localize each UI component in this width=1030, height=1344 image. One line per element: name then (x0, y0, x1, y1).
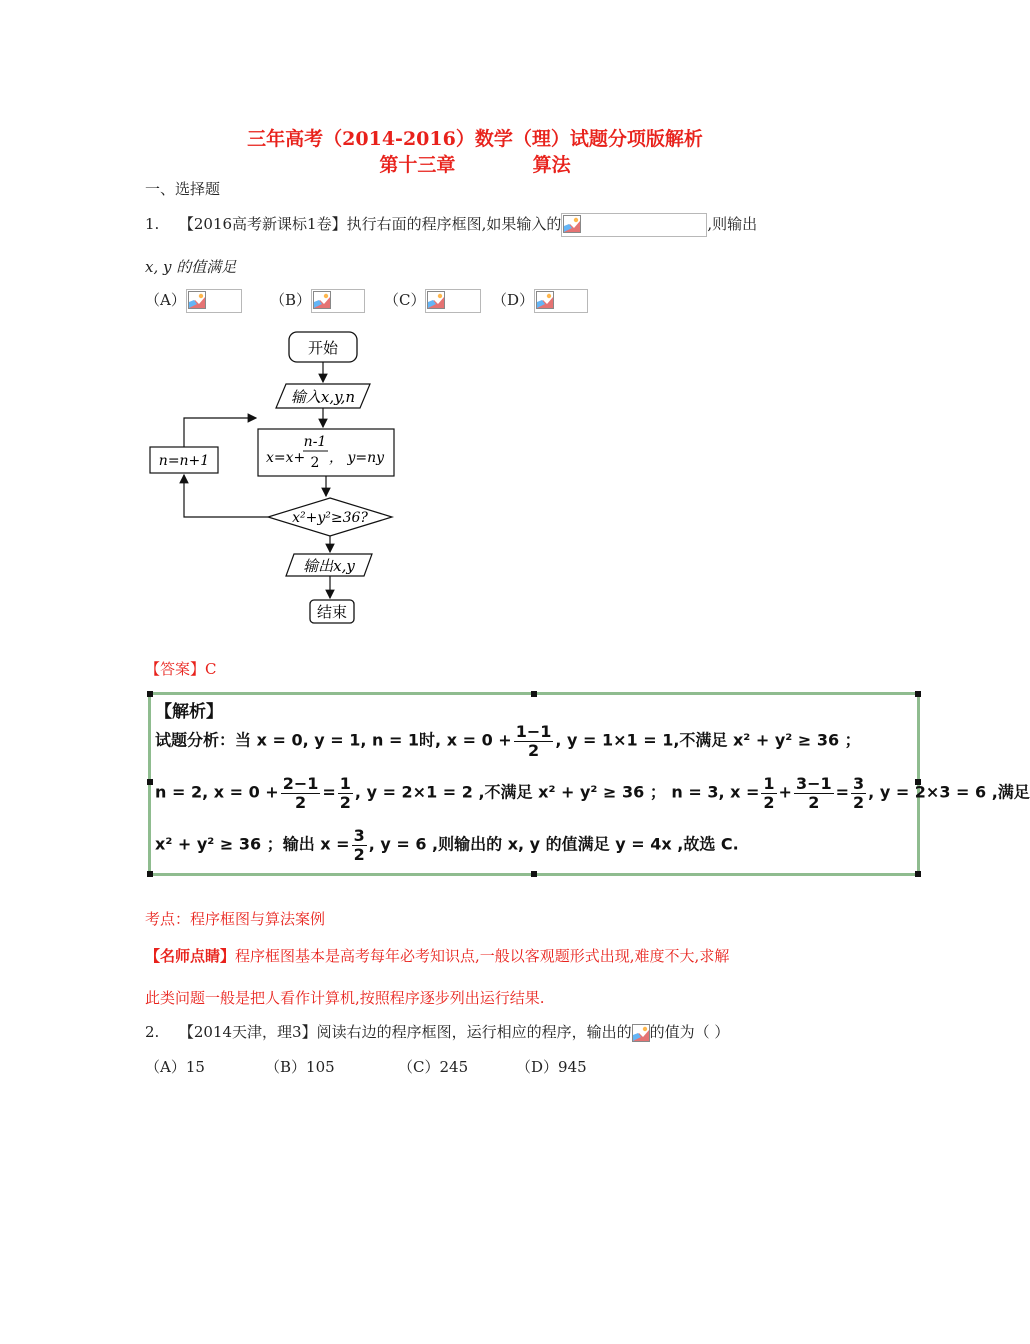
flow-output-label: 输出x,y (303, 557, 355, 575)
frac-num: 1 (763, 774, 775, 793)
q2-option-d[interactable]: （D）945 (516, 1058, 587, 1076)
chapter-number: 第十三章 (379, 154, 456, 176)
q2-text-after: 的值为（ ） (649, 1023, 730, 1041)
analysis-text: , y = 6 ,则输出的 x, y 的值满足 y = 4x ,故选 C. (368, 834, 739, 854)
resize-handle[interactable] (915, 691, 921, 697)
section-heading: 一、选择题 (145, 180, 221, 198)
question-2 (145, 1021, 729, 1042)
analysis-line-3 (155, 827, 739, 863)
analysis-line-1 (155, 723, 861, 759)
kaodian: 考点：程序框图与算法案例 (145, 910, 326, 928)
analysis-text: + (778, 782, 792, 802)
analysis-text: n = 2, x = 0 + (155, 782, 279, 802)
option-label: （A） (145, 291, 186, 309)
frac-den: 2 (339, 792, 351, 812)
option-label: （D） (492, 291, 535, 309)
frac-den: 2 (808, 792, 820, 812)
analysis-text: = (322, 782, 336, 802)
flow-process-y: ， y=ny (329, 450, 385, 466)
analysis-text: x² + y² ≥ 36 ；输出 x = (155, 834, 350, 854)
q2-option-a[interactable]: （A）15 (145, 1058, 205, 1076)
fraction (794, 775, 834, 811)
q1-text-after: ,则输出 (707, 215, 758, 233)
broken-image-icon (632, 1024, 650, 1042)
analysis-text: , y = 1×1 = 1,不满足 x² + y² ≥ 36 ； (555, 730, 861, 750)
q2-option-c[interactable]: （C）245 (398, 1058, 469, 1076)
q2-source: 【2014天津，理3】 (178, 1023, 317, 1041)
flow-process-x: x=x+ (266, 450, 306, 466)
q1-text: 执行右面的程序框图,如果输入的 (346, 215, 562, 233)
analysis-box (148, 692, 1030, 876)
answer-label: 【答案】 (145, 660, 206, 678)
flow-loop-arrow (184, 418, 256, 447)
frac-den: 2 (294, 792, 307, 812)
analysis-text: = (835, 782, 850, 802)
mingshi-line-2: 此类问题一般是把人看作计算机,按照程序逐步列出运行结果. (145, 989, 545, 1007)
analysis-header: 【解析】 (155, 702, 223, 722)
mingshi-line-1 (145, 945, 729, 966)
frac-num: 3 (353, 826, 365, 845)
doc-title: 三年高考（2014-2016）数学（理）试题分项版解析 (247, 128, 703, 150)
answer-line (145, 658, 217, 679)
resize-handle[interactable] (147, 691, 153, 697)
resize-handle[interactable] (147, 871, 153, 877)
q2-number: 2. (145, 1023, 160, 1041)
flow-process-frac-den: 2 (310, 455, 320, 471)
frac-num: 1−1 (515, 722, 552, 741)
answer-value: C (205, 660, 217, 678)
frac-num: 2−1 (282, 774, 319, 793)
frac-num: 3−1 (795, 774, 832, 793)
analysis-line-2 (155, 775, 1030, 811)
fraction (338, 775, 353, 811)
analysis-text: 试题分析：当 x = 0, y = 1, n = 1时, x = 0 + (155, 730, 512, 750)
analysis-text: , y = 2×3 = 6 ,满足 (868, 782, 1030, 802)
fraction (352, 827, 367, 863)
flow-input-label: 输入x,y,n (290, 388, 356, 406)
q1-source: 【2016高考新课标1卷】 (178, 215, 347, 233)
flow-start-label: 开始 (307, 339, 339, 357)
flow-process-frac-num: n-1 (303, 434, 327, 450)
fraction (761, 775, 776, 811)
fraction (514, 723, 554, 759)
frac-den: 2 (763, 792, 775, 812)
mingshi-label: 【名师点睛】 (145, 947, 236, 965)
resize-handle[interactable] (147, 779, 153, 785)
resize-handle[interactable] (531, 691, 537, 697)
q2-option-b[interactable]: （B）105 (265, 1058, 335, 1076)
frac-den: 2 (353, 844, 365, 864)
q1-line2: x, y 的值满足 (145, 258, 237, 276)
fraction (851, 775, 866, 811)
flow-loop-arrow (184, 475, 268, 517)
q2-text: 阅读右边的程序框图，运行相应的程序，输出的 (316, 1023, 632, 1041)
flow-decision-label: x²+y²≥36? (292, 510, 368, 526)
flowchart (0, 0, 950, 640)
resize-handle[interactable] (915, 871, 921, 877)
frac-den: 2 (853, 792, 865, 812)
frac-num: 3 (853, 774, 865, 793)
option-label: （C） (384, 291, 426, 309)
resize-handle[interactable] (531, 871, 537, 877)
flow-end-label: 结束 (316, 603, 348, 621)
frac-den: 2 (527, 740, 540, 760)
flow-update-label: n=n+1 (158, 453, 210, 469)
chapter-topic: 算法 (532, 154, 571, 176)
frac-num: 1 (339, 774, 351, 793)
fraction (281, 775, 321, 811)
analysis-text: , y = 2×1 = 2 ,不满足 x² + y² ≥ 36 ； n = 3, x = (354, 782, 760, 802)
q1-number: 1. (145, 215, 160, 233)
option-label: （B） (270, 291, 312, 309)
mingshi-text-1: 程序框图基本是高考每年必考知识点,一般以客观题形式出现,难度不大,求解 (235, 947, 730, 965)
